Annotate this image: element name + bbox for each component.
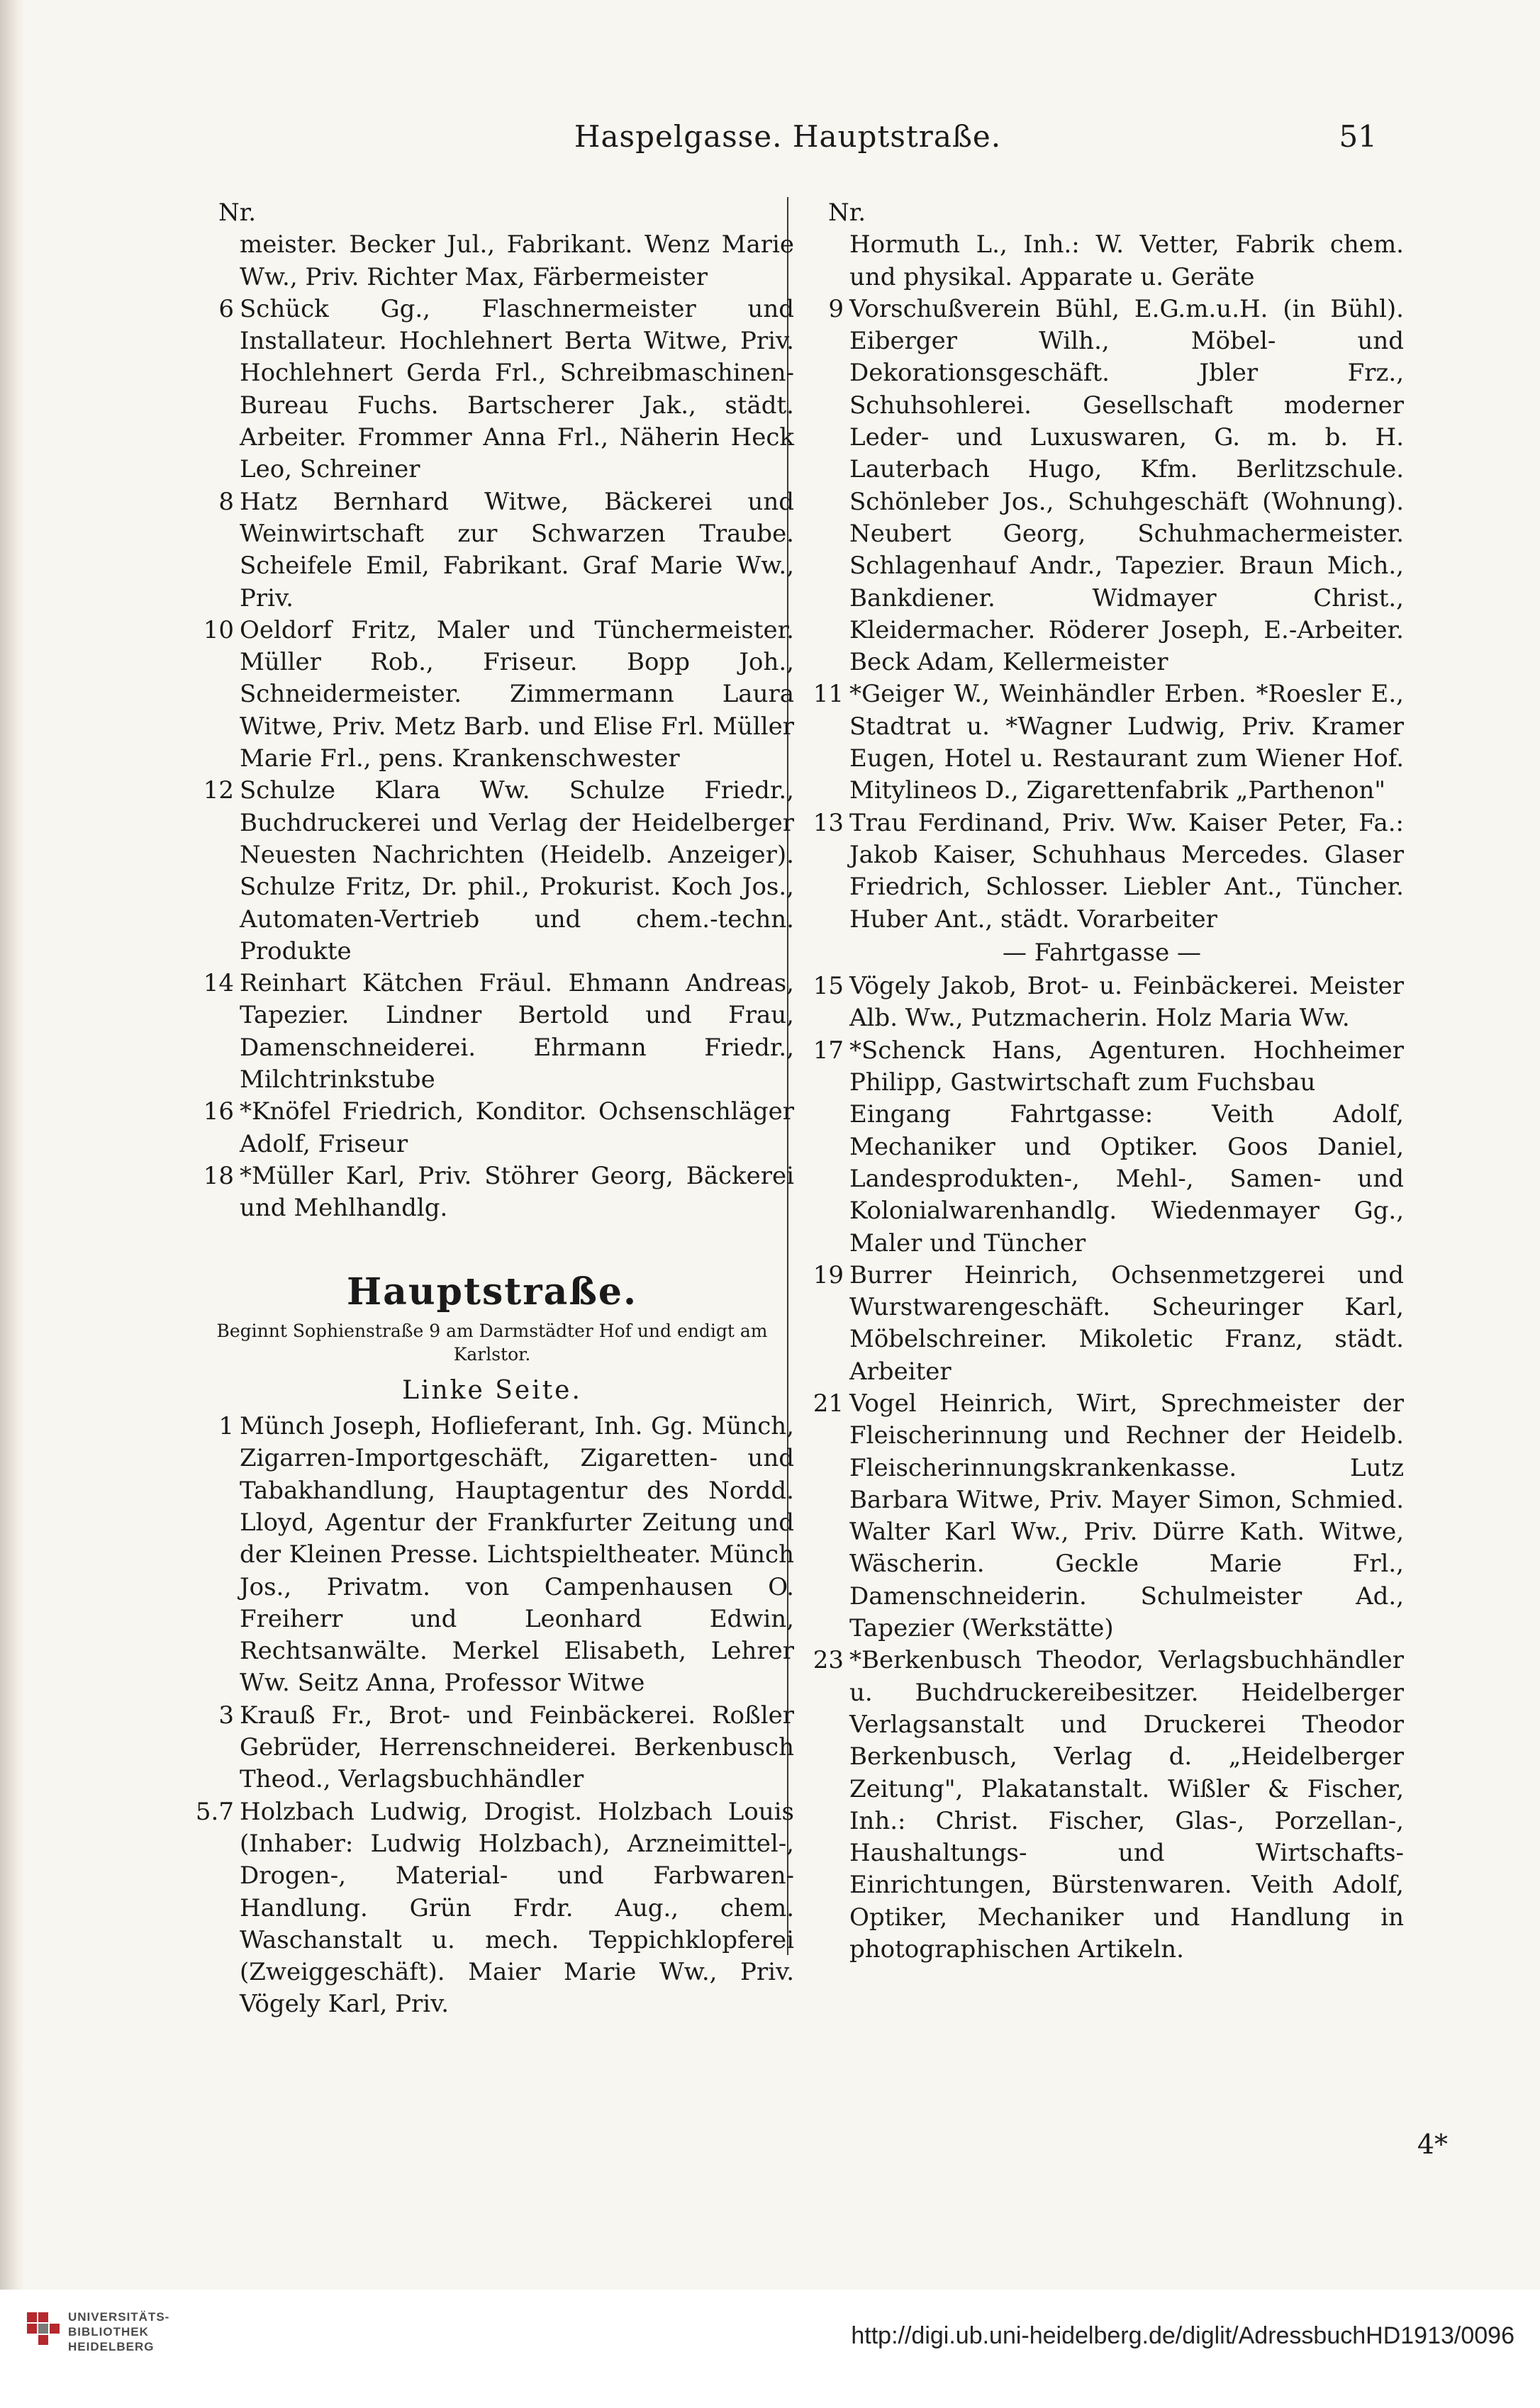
entry-text: Vorschußverein Bühl, E.G.m.u.H. (in Bühl). Eiberger Wilh., Möbel- und Dekorationsgeschäft. Jbler Frz., Schuhsohlerei. Gesellschaft moderner Leder- und Luxuswaren, G. m. b. H. Lauterbach Hugo, Kfm. Berlitzschule. Schönleber Jos., Schuhgeschäft (Wohnung). Neubert Georg, Schuhmachermeister. Schlagenhauf Andr., Tapezier. Braun Mich., Bankdiener. Widmayer Christ., Kleidermacher. Röderer Joseph, E.-Arbeiter. Beck Adam, Kellermeister — [849, 294, 1404, 677]
address-entry — [190, 293, 794, 486]
logo-line: BIBLIOTHEK — [68, 2325, 149, 2339]
left-entries-bottom — [190, 1411, 794, 2021]
section-title: Hauptstraße. — [346, 1270, 638, 1314]
entry-text: Vogel Heinrich, Wirt, Sprechmeister der Fleischerinnung und Rechner der Heidelb. Fleischerinnungskrankenkasse. Lutz Barbara Witwe, Priv. Mayer Simon, Schmied. Walter Karl Ww., Priv. Dürre Kath. Witwe, Wäscherin. Geckle Marie Frl., Damenschneiderin. Schulmeister Ad., Tapezier (Werkstätte) — [849, 1389, 1404, 1643]
address-entry — [800, 970, 1404, 1035]
right-entries-top — [800, 229, 1404, 936]
address-entry — [190, 1411, 794, 1700]
library-logo-text — [68, 2309, 169, 2354]
entrance-note — [800, 1099, 1404, 1259]
section-note: Beginnt Sophienstraße 9 am Darmstädter Hof und endigt am Karlstor. — [216, 1320, 768, 1365]
entry-number: 14 — [203, 969, 234, 998]
entry-text: Trau Ferdinand, Priv. Ww. Kaiser Peter, Fa.: Jakob Kaiser, Schuhhaus Mercedes. Glaser Friedrich, Schlosser. Liebler Ant., Tüncher. Huber Ant., städt. Vorarbeiter — [849, 808, 1404, 934]
address-entry — [190, 968, 794, 1096]
entry-number: 5.7 — [195, 1797, 234, 1826]
entry-text: Vögely Jakob, Brot- u. Feinbäckerei. Meister Alb. Ww., Putzmacherin. Holz Maria Ww. — [849, 972, 1404, 1033]
entry-number: 17 — [813, 1036, 844, 1065]
entry-text: *Berkenbusch Theodor, Verlagsbuchhändler u. Buchdruckereibesitzer. Heidelberger Verlagsanstalt und Druckerei Theodor Berkenbusch, Verlag d. „Heidelberger Zeitung", Plakatanstalt. Wißler & Fischer, Inh.: Christ. Fischer, Glas-, Porzellan-, Haushaltungs- und Wirtschafts-Einrichtungen, Bürstenwaren. Veith Adolf, Optiker, Mechaniker und Handlung in photographischen Artikeln. — [849, 1646, 1404, 1964]
entry-text: Schulze Klara Ww. Schulze Friedr., Buchdruckerei und Verlag der Heidelberger Neuesten Nachrichten (Heidelb. Anzeiger). Schulze Fritz, Dr. phil., Prokurist. Koch Jos., Automaten-Vertrieb und chem.-techn. Produkte — [240, 776, 794, 965]
entry-number: 21 — [813, 1389, 844, 1418]
side-heading: Linke Seite. — [402, 1375, 582, 1405]
running-head: Haspelgasse. Hauptstraße. — [574, 119, 1002, 154]
entry-number: 11 — [813, 680, 844, 709]
address-entry — [190, 1096, 794, 1160]
entry-text: Burrer Heinrich, Ochsenmetzgerei und Wurstwarengeschäft. Scheuringer Karl, Möbelschreiner. Mikoletic Franz, städt. Arbeiter — [849, 1260, 1404, 1386]
entry-number: 1 — [218, 1412, 234, 1441]
nr-label: Nr. — [828, 198, 866, 227]
entrance-note-text: Eingang Fahrtgasse: Veith Adolf, Mechaniker und Optiker. Goos Daniel, Landesprodukten-, Mehl-, Samen- und Kolonialwarenhandlg. Wiedenmayer Gg., Maler und Tüncher — [849, 1100, 1404, 1258]
entry-text: *Geiger W., Weinhändler Erben. *Roesler E., Stadtrat u. *Wagner Ludwig, Priv. Kramer Eugen, Hotel u. Restaurant zum Wiener Hof. Mitylineos D., Zigarettenfabrik „Parthenon" — [849, 680, 1404, 805]
signature-mark: 4* — [1417, 2129, 1448, 2160]
right-entries-mid — [800, 970, 1404, 1099]
entry-text: *Schenck Hans, Agenturen. Hochheimer Philipp, Gastwirtschaft zum Fuchsbau — [849, 1036, 1404, 1097]
page-number: 51 — [1339, 119, 1377, 154]
nr-label: Nr. — [218, 198, 257, 227]
entry-text: Hormuth L., Inh.: W. Vetter, Fabrik chem. und physikal. Apparate u. Geräte — [849, 230, 1404, 291]
address-entry — [190, 1700, 794, 1796]
entry-text: Schück Gg., Flaschnermeister und Installateur. Hochlehnert Berta Witwe, Priv. Hochlehnert Gerda Frl., Schreibmaschinen-Bureau Fuchs. Bartscherer Jak., städt. Arbeiter. Frommer Anna Frl., Näherin Heck Leo, Schreiner — [240, 294, 794, 484]
address-entry — [800, 1035, 1404, 1099]
entry-number: 3 — [218, 1701, 234, 1730]
left-entries-top — [190, 229, 794, 1224]
library-logo — [27, 2309, 169, 2387]
entry-number: 13 — [813, 808, 844, 837]
source-url-link[interactable]: http://digi.ub.uni-heidelberg.de/diglit/AdressbuchHD1913/0096 — [851, 2322, 1514, 2349]
entry-text: Münch Joseph, Hoflieferant, Inh. Gg. Münch, Zigarren-Importgeschäft, Zigaretten- und Tabakhandlung, Hauptagentur des Nordd. Lloyd, Agentur der Frankfurter Zeitung und der Kleinen Presse. Lichtspieltheater. Münch Jos., Privatm. von Campenhausen O. Freiherr und Leonhard Edwin, Rechtsanwälte. Merkel Elisabeth, Lehrer Ww. Seitz Anna, Professor Witwe — [240, 1412, 794, 1698]
entry-number: 23 — [813, 1646, 844, 1675]
entry-number: 19 — [813, 1260, 844, 1289]
address-entry — [800, 1645, 1404, 1966]
footer-bar — [0, 2290, 1540, 2408]
page-header — [199, 119, 1377, 169]
entry-number: 12 — [203, 776, 234, 805]
entry-text: *Knöfel Friedrich, Konditor. Ochsenschläger Adolf, Friseur — [240, 1097, 794, 1158]
entry-text: Reinhart Kätchen Fräul. Ehmann Andreas, Tapezier. Lindner Bertold und Frau, Damenschneiderei. Ehrmann Friedr., Milchtrinkstube — [240, 969, 794, 1094]
address-entry — [800, 1388, 1404, 1645]
entry-text: Oeldorf Fritz, Maler und Tünchermeister. Müller Rob., Friseur. Bopp Joh., Schneidermeister. Zimmermann Laura Witwe, Priv. Metz Barb. und Elise Frl. Müller Marie Frl., pens. Krankenschwester — [240, 615, 794, 773]
entry-number: 9 — [828, 294, 844, 323]
entry-number: 10 — [203, 615, 234, 644]
entry-number: 16 — [203, 1097, 234, 1126]
entry-number: 18 — [203, 1161, 234, 1190]
entry-number: 15 — [813, 972, 844, 1001]
address-entry — [800, 229, 1404, 293]
entry-number: 8 — [218, 487, 234, 516]
address-entry — [190, 1796, 794, 2021]
address-entry — [800, 293, 1404, 679]
address-entry — [800, 678, 1404, 807]
address-entry — [190, 615, 794, 775]
entry-text: *Müller Karl, Priv. Stöhrer Georg, Bäckerei und Mehlhandlg. — [240, 1161, 794, 1223]
entry-text: meister. Becker Jul., Fabrikant. Wenz Marie Ww., Priv. Richter Max, Färbermeister — [240, 230, 794, 291]
right-column — [800, 197, 1404, 1966]
address-entry — [190, 1160, 794, 1225]
library-logo-icon — [27, 2312, 60, 2345]
logo-line: UNIVERSITÄTS- — [68, 2310, 170, 2324]
entry-text: Holzbach Ludwig, Drogist. Holzbach Louis (Inhaber: Ludwig Holzbach), Arzneimittel-, Drogen-, Material- und Farbwaren-Handlung. Grün Frdr. Aug., chem. Waschanstalt u. mech. Teppichklopferei (Zweiggeschäft). Maier Marie Ww., Priv. Vögely Karl, Priv. — [240, 1797, 794, 2019]
address-entry — [190, 775, 794, 968]
entry-text: Krauß Fr., Brot- und Feinbäckerei. Roßler Gebrüder, Herrenschneiderei. Berkenbusch Theod., Verlagsbuchhändler — [240, 1701, 794, 1794]
entry-number: 6 — [218, 294, 234, 323]
address-entry — [800, 807, 1404, 936]
address-entry — [190, 229, 794, 293]
address-entry — [800, 1260, 1404, 1388]
right-entries-bottom — [800, 1260, 1404, 1966]
scan-edge — [0, 0, 24, 2290]
left-column — [190, 197, 794, 2021]
address-entry — [190, 486, 794, 615]
entry-text: Hatz Bernhard Witwe, Bäckerei und Weinwirtschaft zur Schwarzen Traube. Scheifele Emil, Fabrikant. Graf Marie Ww., Priv. — [240, 487, 794, 612]
logo-line: HEIDELBERG — [68, 2340, 155, 2353]
street-separator: — Fahrtgasse — — [1002, 938, 1202, 967]
